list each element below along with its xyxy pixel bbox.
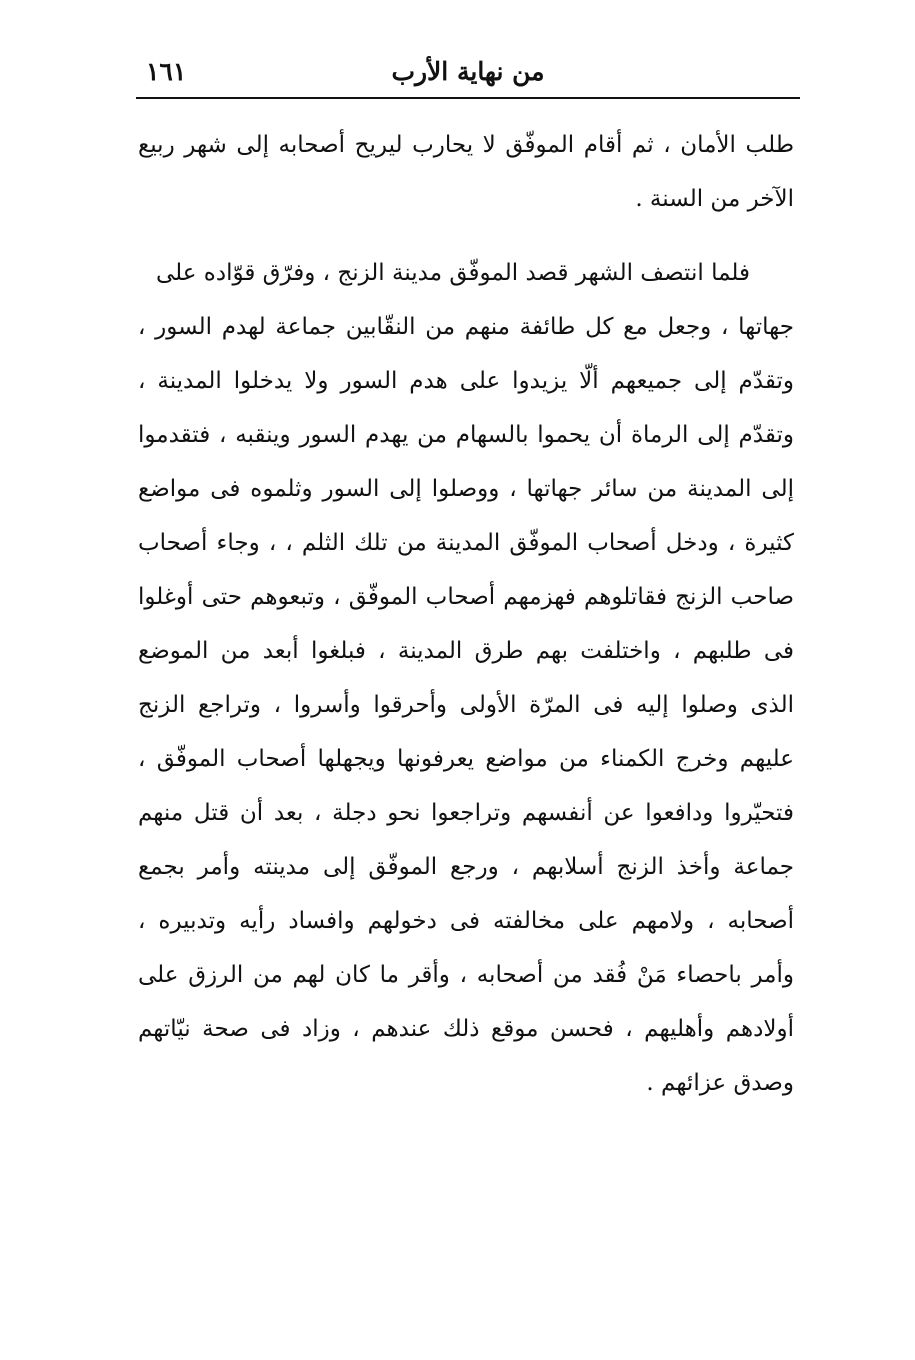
running-title: من نهاية الأرب <box>391 57 545 86</box>
text-line: وتقدّم إلى جميعهم ألّا يزيدوا على هدم السور ولا يدخلوا المدينة ، <box>138 368 794 394</box>
text-line: إلى المدينة من سائر جهاتها ، ووصلوا إلى السور وثلموه فى مواضع <box>138 476 794 502</box>
text-line: الذى وصلوا إليه فى المرّة الأولى وأحرقوا وأسروا ، وتراجع الزنج <box>138 692 794 718</box>
paragraph-gap <box>138 226 794 246</box>
header-rule <box>136 97 800 99</box>
body-text <box>138 118 794 1110</box>
paragraph-2 <box>138 246 794 1110</box>
text-line: أولادهم وأهليهم ، فحسن موقع ذلك عندهم ، وزاد فى صحة نيّاتهم <box>138 1016 794 1042</box>
text-line: صاحب الزنج فقاتلوهم فهزمهم أصحاب الموفّق ، وتبعوهم حتى أوغلوا <box>138 584 794 610</box>
page-header <box>136 50 800 98</box>
page-number: ١٦١ <box>146 57 187 86</box>
text-line: جماعة وأخذ الزنج أسلابهم ، ورجع الموفّق إلى مدينته وأمر بجمع <box>138 854 794 880</box>
text-line: فلما انتصف الشهر قصد الموفّق مدينة الزنج ، وفرّق قوّاده على <box>155 260 750 286</box>
text-line: أصحابه ، ولامهم على مخالفته فى دخولهم وافساد رأيه وتدبيره ، <box>138 908 794 934</box>
paragraph-1 <box>138 118 794 226</box>
text-line: الآخر من السنة . <box>635 186 794 212</box>
text-line: وصدق عزائهم . <box>646 1070 794 1096</box>
text-line: فتحيّروا ودافعوا عن أنفسهم وتراجعوا نحو دجلة ، بعد أن قتل منهم <box>138 800 794 826</box>
text-line: طلب الأمان ، ثم أقام الموفّق لا يحارب ليريح أصحابه إلى شهر ربيع <box>138 132 794 158</box>
text-line: وأمر باحصاء مَنْ فُقد من أصحابه ، وأقر ما كان لهم من الرزق على <box>138 962 794 988</box>
text-line: عليهم وخرج الكمناء من مواضع يعرفونها ويجهلها أصحاب الموفّق ، <box>138 746 794 772</box>
text-line: جهاتها ، وجعل مع كل طائفة منهم من النقّابين جماعة لهدم السور ، <box>138 314 794 340</box>
text-line: فى طلبهم ، واختلفت بهم طرق المدينة ، فبلغوا أبعد من الموضع <box>138 638 794 664</box>
text-line: كثيرة ، ودخل أصحاب الموفّق المدينة من تلك الثلم ، ، وجاء أصحاب <box>138 530 794 556</box>
text-line: وتقدّم إلى الرماة أن يحموا بالسهام من يهدم السور وينقبه ، فتقدموا <box>138 422 794 448</box>
